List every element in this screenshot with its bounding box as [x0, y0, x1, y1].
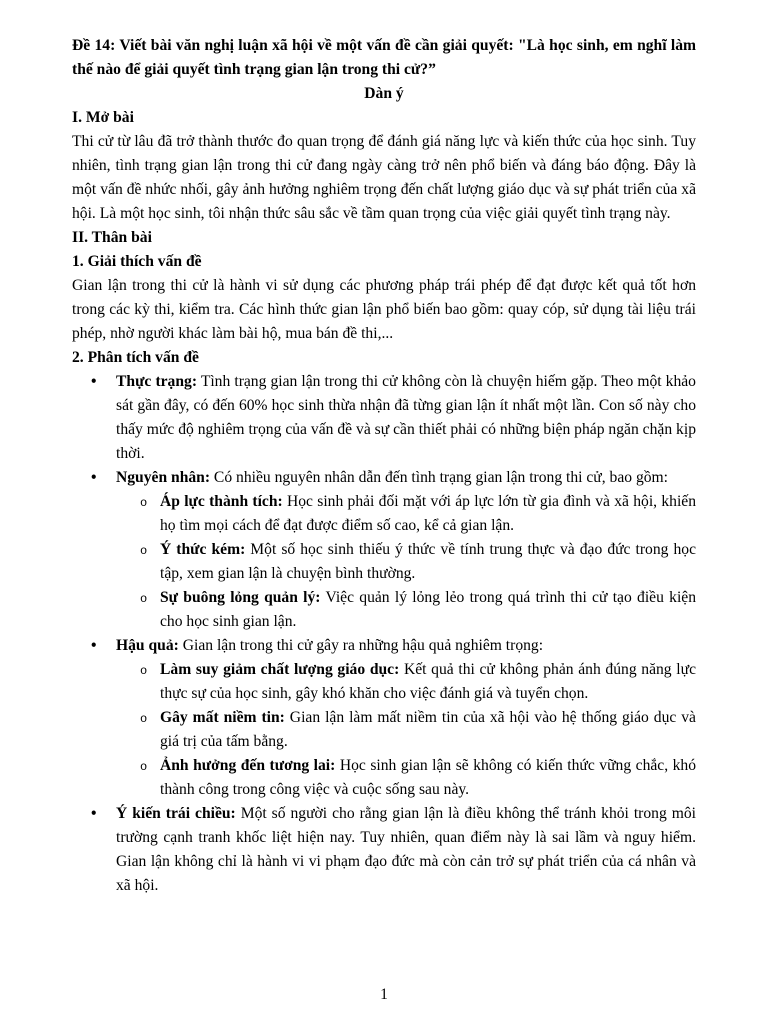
circle-bullet-icon: o — [140, 544, 148, 558]
section-heading-body: II. Thân bài — [72, 229, 152, 246]
explain-paragraph: Gian lận trong thi cử là hành vi sử dụng các phương pháp trái phép để đạt được kết quả tốt hơn trong các kỳ thi, kiểm tra. Các hình thức gian lận phổ biến bao gồm: quay cóp, sử dụng tài liệu trái phép, nhờ người khác làm bài hộ, mua bán đề thi,... — [72, 277, 696, 342]
analysis-item — [72, 370, 696, 466]
analysis-subitem — [116, 658, 696, 706]
analysis-subitem-text: Học sinh phải đối mặt với áp lực lớn từ gia đình và xã hội, khiến họ tìm mọi cách để đạt được điểm số cao, kể cả gian lận. — [160, 493, 696, 534]
outline-subtitle: Dàn ý — [364, 85, 404, 102]
circle-bullet-icon: o — [140, 592, 148, 606]
analysis-subitem-lead: Ảnh hưởng đến tương lai: — [160, 757, 336, 774]
analysis-subitem-lead: Làm suy giảm chất lượng giáo dục: — [160, 661, 400, 678]
analysis-item-lead: Ý kiến trái chiều: — [116, 805, 236, 822]
analysis-item — [72, 802, 696, 898]
bullet-icon: • — [91, 637, 97, 654]
section-heading-intro: I. Mở bài — [72, 109, 134, 126]
analysis-subitem-text: Việc quản lý lỏng lẻo trong quá trình thi cử tạo điều kiện cho học sinh gian lận. — [160, 589, 696, 630]
analysis-item — [72, 634, 696, 802]
analysis-sublist — [116, 490, 696, 634]
analysis-sublist — [116, 658, 696, 802]
subsection-heading-analysis: 2. Phân tích vấn đề — [72, 349, 199, 366]
subsection-heading-explain: 1. Giải thích vấn đề — [72, 253, 202, 270]
analysis-item-lead: Thực trạng: — [116, 373, 198, 390]
bullet-icon: • — [91, 373, 97, 390]
bullet-icon: • — [91, 805, 97, 822]
analysis-subitem-lead: Áp lực thành tích: — [160, 493, 283, 510]
analysis-item-text: Gian lận trong thi cử gây ra những hậu quả nghiêm trọng: — [178, 637, 544, 654]
analysis-subitem — [116, 586, 696, 634]
analysis-item-text: Một số người cho rằng gian lận là điều không thể tránh khỏi trong môi trường cạnh tranh khốc liệt hiện nay. Tuy nhiên, quan điểm này là sai lầm và nguy hiểm. Gian lận không chỉ là hành vi vi phạm đạo đức mà còn cản trở sự phát triển của cá nhân và xã hội. — [116, 805, 696, 894]
circle-bullet-icon: o — [140, 496, 148, 510]
analysis-subitem-text: Gian lận làm mất niềm tin của xã hội vào hệ thống giáo dục và giá trị của tấm bằng. — [160, 709, 696, 750]
analysis-subitem-lead: Gây mất niềm tin: — [160, 709, 285, 726]
analysis-item-text: Tình trạng gian lận trong thi cử không còn là chuyện hiếm gặp. Theo một khảo sát gần đây, có đến 60% học sinh thừa nhận đã từng gian lận ít nhất một lần. Con số này cho thấy mức độ nghiêm trọng của vấn đề và sự cần thiết phải có những biện pháp ngăn chặn kịp thời. — [116, 373, 696, 462]
analysis-subitem — [116, 490, 696, 538]
analysis-subitem-text: Học sinh gian lận sẽ không có kiến thức vững chắc, khó thành công trong công việc và cuộc sống sau này. — [160, 757, 696, 798]
circle-bullet-icon: o — [140, 712, 148, 726]
circle-bullet-icon: o — [140, 760, 148, 774]
analysis-item — [72, 466, 696, 634]
analysis-subitem — [116, 754, 696, 802]
analysis-subitem — [116, 706, 696, 754]
document-title: Đề 14: Viết bài văn nghị luận xã hội về một vấn đề cần giải quyết: "Là học sinh, em nghĩ làm thế nào để giải quyết tình trạng gian lận trong thi cử?” — [72, 37, 696, 78]
analysis-list — [72, 370, 696, 898]
circle-bullet-icon: o — [140, 664, 148, 678]
analysis-subitem-lead: Ý thức kém: — [160, 541, 246, 558]
analysis-subitem-lead: Sự buông lỏng quản lý: — [160, 589, 321, 606]
analysis-item-lead: Nguyên nhân: — [116, 469, 211, 486]
analysis-subitem — [116, 538, 696, 586]
bullet-icon: • — [91, 469, 97, 486]
analysis-subitem-text: Kết quả thi cử không phản ánh đúng năng lực thực sự của học sinh, gây khó khăn cho việc đánh giá và tuyển chọn. — [160, 661, 696, 702]
intro-paragraph: Thi cử từ lâu đã trở thành thước đo quan trọng để đánh giá năng lực và kiến thức của học sinh. Tuy nhiên, tình trạng gian lận trong thi cử đang ngày càng trở nên phổ biến và đáng báo động. Đây là một vấn đề nhức nhối, gây ảnh hưởng nghiêm trọng đến chất lượng giáo dục và sự phát triển của xã hội. Là một học sinh, tôi nhận thức sâu sắc về tầm quan trọng của việc giải quyết tình trạng này. — [72, 133, 696, 222]
analysis-item-text: Có nhiều nguyên nhân dẫn đến tình trạng gian lận trong thi cử, bao gồm: — [210, 469, 669, 486]
page-number: 1 — [380, 986, 388, 1003]
analysis-item-lead: Hậu quả: — [116, 637, 179, 654]
analysis-subitem-text: Một số học sinh thiếu ý thức về tính trung thực và đạo đức trong học tập, xem gian lận là chuyện bình thường. — [160, 541, 696, 582]
